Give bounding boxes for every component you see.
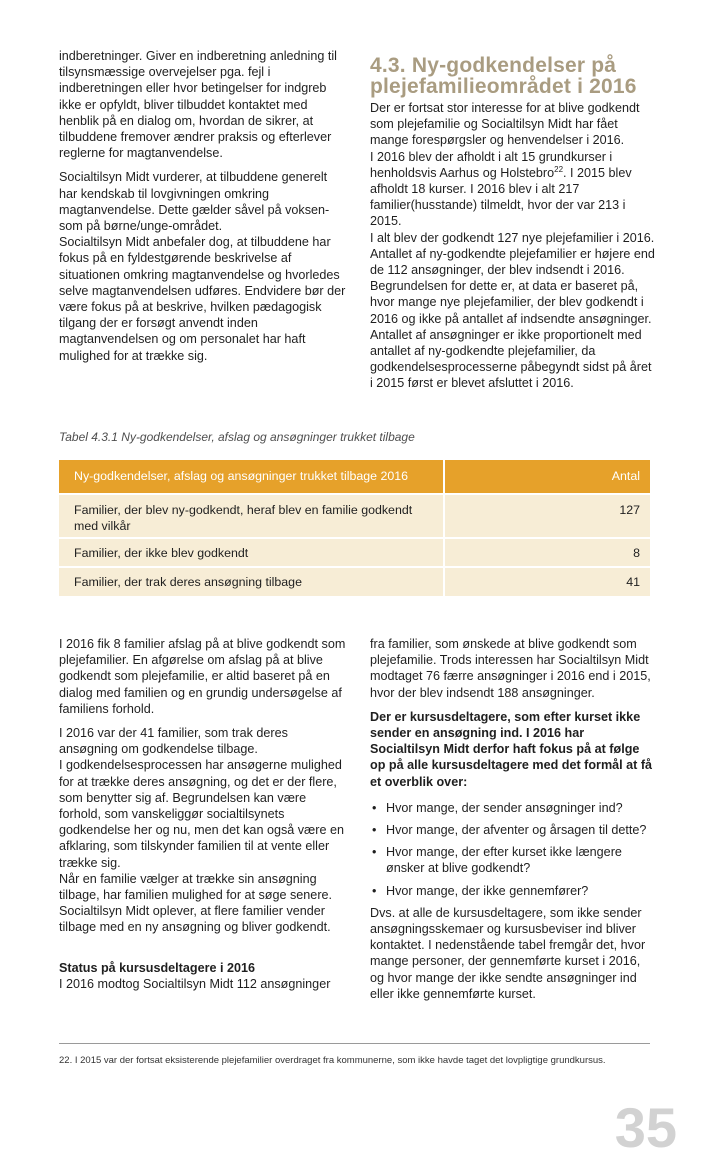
table-header-value: Antal xyxy=(444,460,650,494)
paragraph-with-footnote xyxy=(370,149,657,230)
section-title: 4.3. Ny-godkendelser på plejefamilieområdet i 2016 xyxy=(370,54,637,98)
footnote: 22. I 2015 var der fortsat eksisterende plejefamilier overdraget fra kommunerne, som ikke havde taget det lovpligtige grundkursus. xyxy=(59,1055,606,1066)
paragraph: Dvs. at alle de kursusdeltagere, som ikke sender ansøgningsskemaer og kursusbeviser ind bliver kontaktet. I nedenstående tabel fremgår det, hvor mange personer, der gennemførte kurset i 2016, og hvor mange der ikke sendte ansøgninger ind eller ikke gennemførte kurset. xyxy=(370,905,646,1001)
footnote-divider xyxy=(59,1043,650,1044)
table-cell-value: 41 xyxy=(444,567,650,596)
data-table xyxy=(59,460,650,596)
paragraph: Antallet af ansøgninger er ikke proportionelt med antallet af ny-godkendte plejefamilier, da godkendelsesprocesserne påbegyndt sidst på året i 2015 først er blevet afsluttet i 2016. xyxy=(370,327,652,391)
list-item: • Hvor mange, der ikke gennemfører? xyxy=(370,883,657,899)
bold-paragraph: Der er kursusdeltagere, som efter kurset ikke sender en ansøgning ind. I 2016 har Socialtilsyn Midt derfor haft fokus på at følge op på alle kursusdeltagere med det formål at få et overblik over: xyxy=(370,709,653,789)
page-number: 35 xyxy=(614,1096,677,1159)
table-cell-label: Familier, der blev ny-godkendt, heraf blev en familie godkendt med vilkår xyxy=(59,494,444,538)
list-item: • Hvor mange, der efter kurset ikke længere ønsker at blive godkendt? xyxy=(370,844,657,876)
table-header-row xyxy=(59,460,650,494)
table-row xyxy=(59,567,650,596)
paragraph: indberetninger. Giver en indberetning anledning til tilsynsmæssige overvejelser pga. fejl i indberetningen eller hvor betingelser for indgreb ikke er opfyldt, bliver tilbuddet kontaktet med henblik på en dialog om, hvordan de sikrer, at tilbuddene fremover ændrer praksis og efterlever reglerne for magtanvendelse. xyxy=(59,49,337,161)
table-cell-value: 127 xyxy=(444,494,650,538)
paragraph: fra familier, som ønskede at blive godkendt som plejefamilie. Trods interessen har Socialtilsyn Midt modtaget 76 færre ansøgninger i 2016 end i 2015, hvor der blev indsendt 188 ansøgninger. xyxy=(370,637,651,700)
subheading: Status på kursusdeltagere i 2016 xyxy=(59,960,255,975)
paragraph: Socialtilsyn Midt vurderer, at tilbuddene generelt har kendskab til lovgivningen omkring magtanvendelse. Dette gælder såvel på voksen- som på børne/unge-området. xyxy=(59,170,330,234)
paragraph: I alt blev der godkendt 127 nye plejefamilier i 2016. Antallet af ny-godkendte plejefamilier er højere end de 112 ansøgninger, der blev indsendt i 2016. Begrundelsen for dette er, at data er baseret på, hvor mange nye plejefamilier, der blev godkendt i 2016 og ikke på antallet af indsendte ansøgninger. xyxy=(370,230,655,326)
list-item: • Hvor mange, der sender ansøgninger ind? xyxy=(370,800,657,816)
left-column-bottom xyxy=(59,636,346,992)
paragraph: I 2016 modtog Socialtilsyn Midt 112 ansøgninger xyxy=(59,976,331,991)
table-cell-label: Familier, der ikke blev godkendt xyxy=(59,538,444,567)
left-column-top xyxy=(59,48,346,372)
paragraph: I 2016 var der 41 familier, som trak deres ansøgning om godkendelse tilbage. xyxy=(59,726,288,757)
table-row xyxy=(59,538,650,567)
table-cell-label: Familier, der trak deres ansøgning tilbage xyxy=(59,567,444,596)
paragraph: I godkendelsesprocessen har ansøgerne mulighed for at trække deres ansøgning, og det er der flere, som benytter sig af. Begrundelsen kan være forhold, som vanskeliggør socialtilsynets godkendelse her og nu, men det kan også være en afklaring, som tilskynder familien til at vente eller trække sig. xyxy=(59,758,344,870)
right-column-top xyxy=(370,100,657,400)
table-caption: Tabel 4.3.1 Ny-godkendelser, afslag og ansøgninger trukket tilbage xyxy=(59,430,415,444)
paragraph: I 2016 fik 8 familier afslag på at blive godkendt som plejefamilier. En afgørelse om afslag på at blive godkendt som plejefamilie, er altid baseret på en dialog med familien og en grundig undersøgelse af familiens forhold. xyxy=(59,637,346,716)
paragraph: Socialtilsyn Midt anbefaler dog, at tilbuddene har fokus på en fyldestgørende beskrivelse af situationen omkring magtanvendelse og hvorledes selve magtanvendelsen udføres. Endvidere bør der være fokus på at beskrive, hvilken pædagogisk tilgang der er forsøgt anvendt inden magtanvendelsen og om personalet har haft mulighed for at trække sig. xyxy=(59,235,346,363)
table-row xyxy=(59,494,650,538)
table-cell-value: 8 xyxy=(444,538,650,567)
footnote-ref[interactable]: 22 xyxy=(554,164,564,174)
paragraph: Når en familie vælger at trække sin ansøgning tilbage, har familien mulighed for at søge senere. Socialtilsyn Midt oplever, at flere familier vender tilbage med en ny ansøgning og bliver godkendt. xyxy=(59,871,333,935)
list-item: • Hvor mange, der afventer og årsagen til dette? xyxy=(370,822,657,838)
paragraph-text: . I 2015 blev afholdt 18 kurser. I 2016 blev i alt 217 familier(husstande) tilmeldt, hvor der var 213 i 2015. xyxy=(370,165,632,229)
paragraph-text: I 2016 blev der afholdt i alt 15 grundkurser i henholdsvis Aarhus og Holstebro xyxy=(370,149,613,180)
table-header-label: Ny-godkendelser, afslag og ansøgninger trukket tilbage 2016 xyxy=(59,460,444,494)
right-column-bottom xyxy=(370,636,657,1010)
bullet-list xyxy=(370,800,657,899)
paragraph: Der er fortsat stor interesse for at blive godkendt som plejefamilie og Socialtilsyn Midt har fået mange forespørgsler og henvendelser i 2016. xyxy=(370,101,640,148)
